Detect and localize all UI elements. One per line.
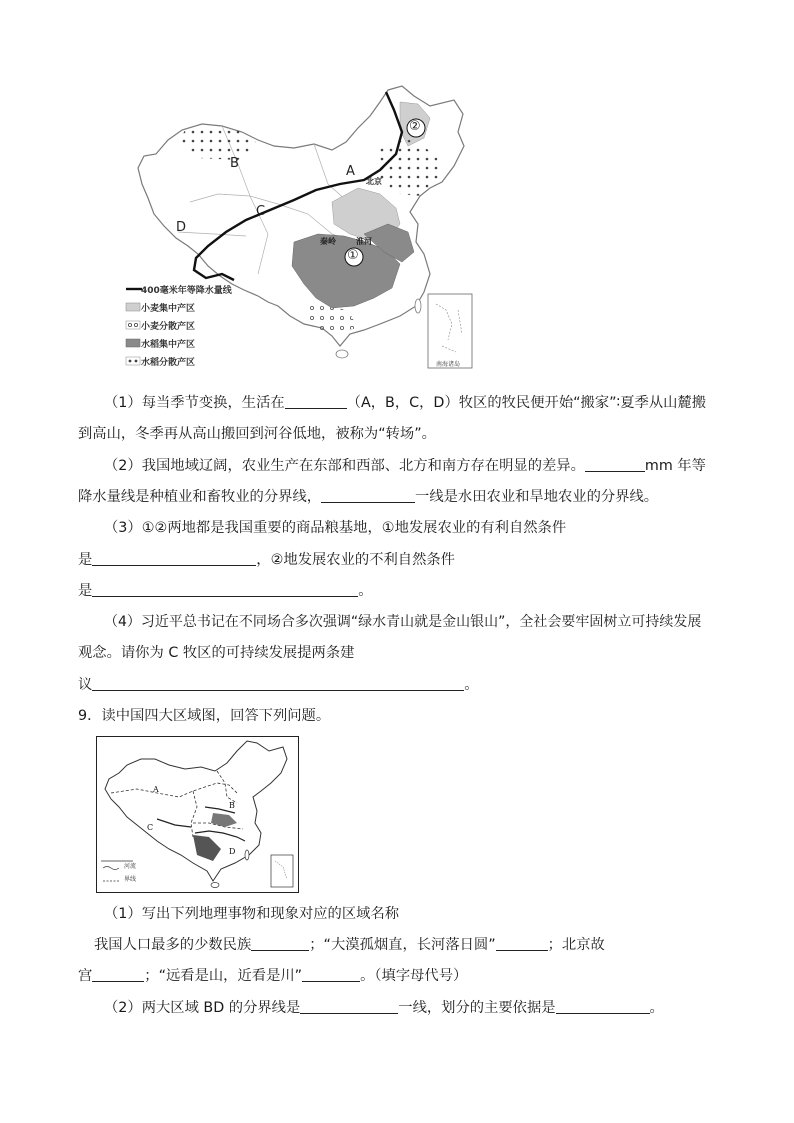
base-marker-one: ①	[347, 248, 359, 263]
text: 是	[78, 583, 93, 599]
q8-part2-line1	[104, 456, 706, 476]
q8-part3-line2	[78, 550, 455, 570]
base-marker-two: ②	[409, 119, 421, 134]
text: 。（填字母代号）	[360, 968, 468, 984]
legend-label: 水稻分散产区	[141, 357, 196, 368]
region-label-a: A	[346, 164, 355, 179]
map2-legend	[101, 859, 136, 885]
place-label-huaihe: 淮河	[356, 237, 372, 246]
text: 我国人口最多的少数民族	[94, 937, 252, 953]
text: ；“远看是山，近看是川”	[144, 968, 303, 984]
answer-blank-suggestion[interactable]	[92, 675, 464, 691]
text: 是	[78, 552, 93, 568]
text: 议	[78, 677, 93, 693]
legend-label: 河流	[124, 863, 137, 870]
q8-part4-line2: 观念。请你为 C 牧区的可持续发展提两条建	[78, 645, 355, 661]
inset-caption: 南海诸岛	[436, 361, 461, 368]
text: 一线，划分的主要依据是	[398, 1000, 556, 1016]
legend-label: 小麦集中产区	[141, 303, 196, 314]
text: （1）每当季节变换，生活在	[104, 395, 285, 411]
q8-part3-line1: （3）①②两地都是我国重要的商品粮基地，①地发展农业的有利自然条件	[104, 520, 567, 536]
region-label-b: B	[230, 156, 239, 171]
answer-blank-minority[interactable]	[251, 935, 309, 951]
q8-part3-line3	[78, 581, 373, 601]
china-agriculture-map	[118, 84, 474, 370]
text: 宫	[78, 968, 93, 984]
place-label-beijing: 北京	[366, 177, 382, 186]
legend-item	[121, 872, 136, 885]
q9-part1-line2	[94, 935, 605, 955]
region-label-d: D	[176, 220, 187, 235]
region-label-d: D	[229, 847, 236, 856]
answer-blank-isohyet[interactable]	[585, 456, 645, 472]
map1-legend	[124, 280, 244, 370]
q8-part1-line2: 到高山，冬季再从高山搬回到河谷低地，被称为“转场”。	[78, 426, 436, 442]
text: （2）我国地域辽阔，农业生产在东部和西部、北方和南方存在明显的差异。	[104, 458, 585, 474]
china-four-regions-map	[96, 736, 299, 893]
q8-part2-line2	[78, 487, 658, 507]
text: 。	[464, 677, 479, 693]
text: 。	[358, 583, 373, 599]
region-label-c: C	[147, 823, 154, 832]
q9-part1-title: （1）写出下列地理事物和现象对应的区域名称	[104, 906, 400, 922]
answer-blank-region[interactable]	[285, 393, 347, 409]
region-label-b: B	[229, 801, 235, 810]
q9-part1-line3	[78, 966, 467, 986]
legend-item	[124, 352, 244, 370]
q8-part4-line1: （4）习近平总书记在不同场合多次强调“绿水青山就是金山银山”，全社会要牢固树立可持续发展	[104, 614, 702, 630]
legend-item	[124, 298, 244, 316]
text: mm 年等	[644, 458, 706, 474]
q8-part4-line3	[78, 675, 479, 695]
place-label-qinling: 秦岭	[320, 237, 336, 246]
legend-label: 水稻集中产区	[141, 339, 196, 350]
text: （A，B，C，D）牧区的牧民便开始“搬家”∶夏季从山麓搬	[346, 395, 707, 411]
text: ；北京故	[547, 937, 605, 953]
q8-part1-line1	[104, 393, 706, 413]
region-label-c: C	[256, 204, 266, 219]
legend-label: 小麦分散产区	[141, 321, 196, 332]
legend-item	[124, 334, 244, 352]
legend-item	[121, 859, 136, 872]
text: 。	[649, 1000, 664, 1016]
region-label-a: A	[153, 785, 159, 794]
text: 降水量线是种植业和畜牧业的分界线，	[78, 489, 322, 505]
legend-label: 界线	[124, 876, 137, 883]
text: （2）两大区域 BD 的分界线是	[104, 1000, 301, 1016]
south-china-sea-inset	[428, 294, 472, 368]
answer-blank-boundary[interactable]	[321, 487, 415, 503]
answer-blank-unfavorable[interactable]	[92, 581, 358, 597]
q9-title: 9．读中国四大区域图，回答下列问题。	[78, 708, 331, 724]
legend-item	[124, 316, 244, 334]
answer-blank-favorable[interactable]	[92, 550, 256, 566]
legend-item	[124, 280, 244, 298]
text: ；“大漠孤烟直，长河落日圆”	[309, 937, 496, 953]
answer-blank-forbidden-city[interactable]	[92, 966, 144, 982]
answer-blank-bd-boundary[interactable]	[300, 998, 398, 1014]
answer-blank-basis[interactable]	[556, 998, 650, 1014]
text: ，②地发展农业的不利自然条件	[256, 552, 455, 568]
text: 一线是水田农业和旱地农业的分界线。	[415, 489, 659, 505]
legend-label: 400毫米年等降水量线	[141, 285, 232, 296]
answer-blank-mountain-plain[interactable]	[302, 966, 360, 982]
q9-part2	[104, 998, 664, 1018]
answer-blank-desert-poem[interactable]	[496, 935, 548, 951]
